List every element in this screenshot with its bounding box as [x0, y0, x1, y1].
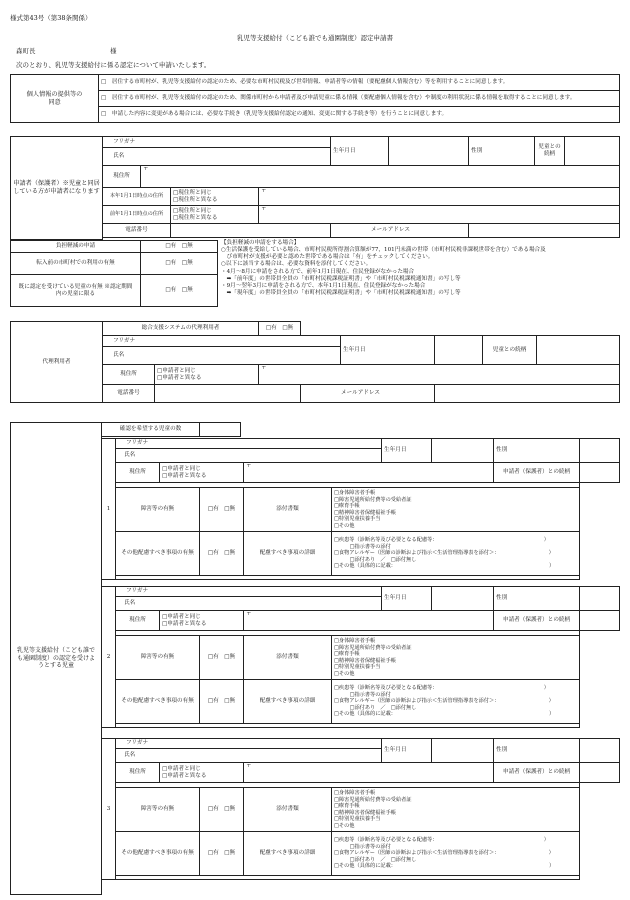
reduction-label: 負担軽減の申請: [11, 241, 141, 253]
consideration-detail-label: 配慮すべき事項の詳細: [244, 832, 332, 876]
child-relation-label: 申請者（保護者）との続柄: [494, 611, 580, 631]
addressee-honorific: 様: [110, 47, 117, 55]
child-gender-label: 性別: [494, 739, 580, 763]
different-from-applicant-checkbox[interactable]: □申請者と異なる: [162, 772, 207, 779]
consider-option[interactable]: □疾患等（診断名等及び必要となる配慮等： ）: [334, 685, 549, 692]
consent-table: [10, 74, 620, 123]
child-address-field[interactable]: 〒: [244, 763, 494, 783]
child-1-table: [101, 438, 620, 580]
child-3-table: [101, 738, 620, 880]
note-line: ➡「現年度」の世帯員全員の「市町村民税課税証明書」や「市町村民税課税通知書」の写し等: [221, 290, 461, 297]
child-address-label: 現住所: [116, 611, 160, 631]
consideration-label: その他配慮すべき事項の有無: [116, 532, 200, 576]
applicant-furigana-label: フリガナ: [103, 137, 331, 148]
intro-text: 次のとおり、乳児等支援給付に係る認定について申請いたします。: [16, 61, 211, 69]
doc-option[interactable]: □障害児通所給付費等の受給者証: [334, 796, 412, 803]
children-section-label: 乳児等支援給付（こども誰でも通園制度）の認定を受けようとする児童: [10, 422, 102, 895]
child-relation-label: 申請者（保護者）との続柄: [494, 463, 580, 483]
consider-option[interactable]: □指示書等の添付: [334, 843, 391, 850]
child-birth-label: 生年月日: [382, 439, 432, 463]
doc-option[interactable]: □精神障害者保健福祉手帳: [334, 809, 396, 816]
different-from-applicant-checkbox[interactable]: □申請者と異なる: [157, 374, 202, 381]
applicant-prev-jan-address-choice[interactable]: [171, 206, 259, 224]
proxy-email-field[interactable]: [435, 385, 620, 403]
applicant-name-label: 氏名: [103, 148, 331, 166]
notes-heading: 【負担軽減の申請をする場合】: [221, 240, 300, 246]
doc-option[interactable]: □その他: [334, 670, 355, 677]
proxy-email-label: メールアドレス: [301, 385, 435, 403]
child-gender-label: 性別: [494, 587, 580, 611]
proxy-system-choice[interactable]: □有 □無: [259, 322, 301, 336]
applicant-email-label: メールアドレス: [331, 224, 469, 238]
child-address-choice[interactable]: [160, 463, 244, 483]
proxy-table: [10, 321, 620, 403]
attached-docs-options[interactable]: [332, 636, 580, 680]
child-count-table: [101, 422, 241, 437]
different-from-applicant-checkbox[interactable]: □申請者と異なる: [162, 472, 207, 479]
reductions-table: [10, 240, 218, 307]
existing-child-label: 既に認定を受けている児童の有無 ※認定期間内の児童に限る: [11, 275, 141, 307]
proxy-birth-label: 生年月日: [341, 336, 435, 365]
doc-option[interactable]: □特別児童扶養手当: [334, 816, 381, 822]
consider-option[interactable]: □その他（具体的に記載： ）: [334, 563, 555, 570]
attached-docs-options[interactable]: [332, 788, 580, 832]
applicant-prev-jan-address-field[interactable]: 〒: [259, 206, 620, 224]
disability-label: 障害等の有無: [116, 488, 200, 532]
proxy-label: 代理利用者: [11, 322, 103, 403]
child-birth-field[interactable]: [432, 587, 494, 611]
doc-option[interactable]: □その他: [334, 522, 355, 529]
consider-option[interactable]: □添付あり ／ □添付無し: [334, 856, 417, 863]
doc-option[interactable]: □その他: [334, 822, 355, 829]
applicant-jan-address-field[interactable]: 〒: [259, 188, 620, 206]
applicant-relation-label: 児童との続柄: [535, 137, 565, 166]
existing-child-choice[interactable]: □有 □無: [141, 275, 218, 307]
doc-option[interactable]: □障害児通所給付費等の受給者証: [334, 644, 412, 651]
note-line: び市町村が支援が必要と認めた世帯である場合は「有」をチェックしてください。: [221, 254, 434, 261]
consideration-detail-label: 配慮すべき事項の詳細: [244, 680, 332, 724]
doc-option[interactable]: □特別児童扶養手当: [334, 664, 381, 670]
consider-option[interactable]: □添付あり ／ □添付無し: [334, 556, 417, 563]
consideration-detail-label: 配慮すべき事項の詳細: [244, 532, 332, 576]
child-address-choice[interactable]: [160, 611, 244, 631]
child-furigana-label: フリガナ: [116, 587, 382, 597]
applicant-phone-field[interactable]: [171, 224, 331, 238]
addressee-mayor: 森町長: [16, 47, 36, 55]
applicant-table: [10, 136, 620, 240]
disability-choice[interactable]: □有 □無: [200, 788, 244, 832]
consent-label: 個人情報の提供等の同意: [11, 75, 99, 123]
note-line: ➡「前年度」の世帯員全員の「市町村民税課税証明書」や「市町村民税課税通知書」の写し等: [221, 275, 461, 282]
child-number: 2: [102, 587, 116, 728]
same-as-applicant-checkbox[interactable]: □申請者と同じ: [162, 465, 201, 472]
consider-option[interactable]: □その他（具体的に記載： ）: [334, 863, 555, 870]
applicant-birth-label: 生年月日: [331, 137, 389, 166]
child-count-label: 確認を希望する児童の数: [102, 423, 200, 437]
applicant-address-label: 現住所: [103, 166, 141, 188]
moved-in-label: 転入前の市町村での利用の有無: [11, 253, 141, 275]
same-as-address-checkbox[interactable]: □現住所と同じ: [173, 207, 212, 214]
disability-choice[interactable]: □有 □無: [200, 636, 244, 680]
doc-option[interactable]: □身体障害者手帳: [334, 490, 376, 496]
note-line: ・9月～翌年3月に申請をされる方で、本年1月1日現在、住民登録がなかった場合: [221, 282, 426, 289]
child-address-label: 現住所: [116, 763, 160, 783]
consider-option[interactable]: □食物アレルギー（医師の診断および指示＜生活管理指導表を添付＞： ）: [334, 550, 554, 557]
child-gender-field[interactable]: [580, 439, 620, 463]
applicant-address-field[interactable]: 〒: [141, 166, 620, 188]
child-name-label: 氏名: [116, 449, 382, 463]
child-gender-label: 性別: [494, 439, 580, 463]
form-number: 様式第43号（第38条関係）: [10, 14, 92, 22]
applicant-email-field[interactable]: [469, 224, 620, 238]
applicant-jan-address-choice[interactable]: [171, 188, 259, 206]
consider-option[interactable]: □指示書等の添付: [334, 543, 391, 550]
proxy-birth-field[interactable]: [435, 336, 483, 365]
different-from-applicant-checkbox[interactable]: □申請者と異なる: [162, 620, 207, 627]
doc-option[interactable]: □身体障害者手帳: [334, 790, 376, 796]
consideration-label: その他配慮すべき事項の有無: [116, 680, 200, 724]
note-line: ・4月～8月に申請をされる方で、前年1月1日現在、住民登録がなかった場合: [221, 268, 415, 275]
child-relation-field[interactable]: [580, 463, 620, 483]
doc-option[interactable]: □身体障害者手帳: [334, 638, 376, 644]
child-relation-field[interactable]: [580, 611, 620, 631]
consider-option[interactable]: □疾患等（診断名等及び必要となる配慮等： ）: [334, 837, 549, 844]
child-birth-label: 生年月日: [382, 739, 432, 763]
applicant-birth-field[interactable]: [389, 137, 469, 166]
applicant-gender-label: 性別: [469, 137, 535, 166]
attached-docs-label: 添付書類: [244, 788, 332, 832]
doc-option[interactable]: □障害児通所給付費等の受給者証: [334, 496, 412, 503]
applicant-prev-jan-address-label: 前年1月1日時点の住所: [103, 206, 171, 224]
proxy-address-label: 現住所: [103, 365, 155, 385]
child-name-label: 氏名: [116, 749, 382, 763]
proxy-address-field[interactable]: 〒: [259, 365, 620, 385]
child-number: 3: [102, 739, 116, 880]
child-number: 1: [102, 439, 116, 580]
consideration-options[interactable]: [332, 832, 580, 876]
consideration-options[interactable]: [332, 680, 580, 724]
consideration-choice[interactable]: □有 □無: [200, 832, 244, 876]
child-relation-field[interactable]: [580, 763, 620, 783]
same-as-address-checkbox[interactable]: □現住所と同じ: [173, 189, 212, 196]
consent-item-2[interactable]: □ 居住する市町村が、乳児等支援給付の認定のため、関係市町村から申請者及び申請児童に係る情報（要配慮個人情報を含む）や制度の利用状況に係る情報を取得することに同意します。: [99, 91, 620, 107]
applicant-phone-label: 電話番号: [103, 224, 171, 238]
attached-docs-label: 添付書類: [244, 636, 332, 680]
child-relation-label: 申請者（保護者）との続柄: [494, 763, 580, 783]
disability-label: 障害等の有無: [116, 788, 200, 832]
proxy-system-label: 総合支援システムの代理利用者: [103, 322, 259, 336]
child-address-field[interactable]: 〒: [244, 611, 494, 631]
consideration-options[interactable]: [332, 532, 580, 576]
consideration-choice[interactable]: □有 □無: [200, 532, 244, 576]
doc-option[interactable]: □療育手帳: [334, 803, 360, 809]
reduction-notes: [221, 240, 623, 297]
child-furigana-label: フリガナ: [116, 439, 382, 449]
doc-option[interactable]: □療育手帳: [334, 651, 360, 657]
child-birth-label: 生年月日: [382, 587, 432, 611]
reduction-choice[interactable]: □有 □無: [141, 241, 218, 253]
doc-option[interactable]: □療育手帳: [334, 503, 360, 509]
doc-option[interactable]: □精神障害者保健福祉手帳: [334, 657, 396, 664]
note-line: ○生活保護を受給している場合、市町村民税所得割合算額が77，101円未満の世帯（市町村民税非課税世帯を含む）である場合及: [221, 247, 546, 254]
child-furigana-label: フリガナ: [116, 739, 382, 749]
proxy-name-label: 氏名: [103, 347, 341, 365]
attached-docs-options[interactable]: [332, 488, 580, 532]
consent-item-1[interactable]: □ 居住する市町村が、乳児等支援給付の認定のため、必要な市町村民税及び世帯情報、申請者等の情報（要配慮個人情報含む）等を利用することに同意します。: [99, 75, 620, 91]
child-address-label: 現住所: [116, 463, 160, 483]
different-from-address-checkbox[interactable]: □現住所と異なる: [173, 214, 218, 221]
form-title: 乳児等支援給付（こども誰でも通園制度）認定申請書: [237, 34, 393, 42]
consider-option[interactable]: □食物アレルギー（医師の診断および指示＜生活管理指導表を添付＞： ）: [334, 698, 554, 705]
child-2-table: [101, 586, 620, 728]
consideration-choice[interactable]: □有 □無: [200, 680, 244, 724]
applicant-label: 申請者（保護者）※児童と同居している方が申請者になります: [11, 137, 103, 240]
child-address-choice[interactable]: [160, 763, 244, 783]
proxy-furigana-label: フリガナ: [103, 336, 341, 347]
different-from-address-checkbox[interactable]: □現住所と異なる: [173, 196, 218, 203]
child-birth-field[interactable]: [432, 739, 494, 763]
applicant-relation-field[interactable]: [565, 137, 620, 166]
consent-item-3[interactable]: □ 申請した内容に変更がある場合には、必要な手続き（乳児等支援給付認定の通知、変更に関する手続き等）を行うことに同意します。: [99, 107, 620, 123]
applicant-jan-address-label: 本年1月1日時点の住所: [103, 188, 171, 206]
doc-option[interactable]: □特別児童扶養手当: [334, 516, 381, 522]
same-as-applicant-checkbox[interactable]: □申請者と同じ: [162, 765, 201, 772]
child-gender-field[interactable]: [580, 587, 620, 611]
same-as-applicant-checkbox[interactable]: □申請者と同じ: [162, 613, 201, 620]
proxy-relation-field[interactable]: [537, 336, 620, 365]
consider-option[interactable]: □疾患等（診断名等及び必要となる配慮等： ）: [334, 537, 549, 544]
consider-option[interactable]: □添付あり ／ □添付無し: [334, 704, 417, 711]
attached-docs-label: 添付書類: [244, 488, 332, 532]
child-name-label: 氏名: [116, 597, 382, 611]
same-as-applicant-checkbox[interactable]: □申請者と同じ: [157, 367, 196, 374]
proxy-phone-field[interactable]: [155, 385, 301, 403]
proxy-phone-label: 電話番号: [103, 385, 155, 403]
consider-option[interactable]: □指示書等の添付: [334, 691, 391, 698]
disability-choice[interactable]: □有 □無: [200, 488, 244, 532]
child-gender-field[interactable]: [580, 739, 620, 763]
proxy-address-choice[interactable]: [155, 365, 259, 385]
moved-in-choice[interactable]: □有 □無: [141, 253, 218, 275]
doc-option[interactable]: □精神障害者保健福祉手帳: [334, 509, 396, 516]
proxy-relation-label: 児童との続柄: [483, 336, 537, 365]
child-count-field[interactable]: [200, 423, 241, 437]
child-address-field[interactable]: 〒: [244, 463, 494, 483]
consider-option[interactable]: □その他（具体的に記載： ）: [334, 711, 555, 718]
consider-option[interactable]: □食物アレルギー（医師の診断および指示＜生活管理指導表を添付＞： ）: [334, 850, 554, 857]
consideration-label: その他配慮すべき事項の有無: [116, 832, 200, 876]
child-birth-field[interactable]: [432, 439, 494, 463]
note-line: ○以下に該当する場合は、必要な資料を添付してください。: [221, 261, 372, 268]
disability-label: 障害等の有無: [116, 636, 200, 680]
